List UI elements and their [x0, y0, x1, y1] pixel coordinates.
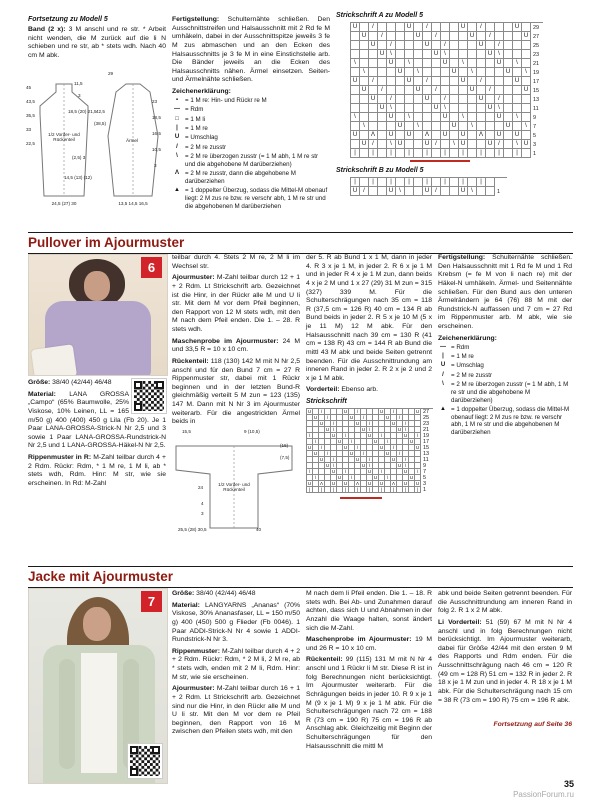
legend-text: = 1 doppelter Überzug, sodass die Mittel-M obenauf liegt: 2 M zus re bzw. re verschr abh, 1 M re str und die abgehobenen M darüberziehen: [451, 405, 570, 437]
measure-label: 13,5 14,5 16,5: [118, 200, 148, 206]
back-label: Rückenteil:: [306, 656, 343, 664]
legend-item: [438, 362, 572, 370]
legend-symbol: Λ: [174, 170, 179, 177]
front-paragraph: [306, 386, 432, 395]
rib-label: Rippenmuster in R:: [28, 454, 92, 461]
band-paragraph: [28, 26, 166, 61]
legend-text: = Rdm: [185, 106, 204, 114]
knitting-chart-a: U / U / U / U 29 U / U / U / U 27 U / U / U / 25 U \ U \ U \ 23 \ U \ U \ U \ 21 \ U \ U \ U \ 19 U / U / U / U 17 U / U / U / U 15 U / U / U / 13 U \ U \ U \ 11 \ U \ U \ U \ 9 \ U \ U \ U \ 7 U Λ U U Λ U U Λ U U 5 U / \ U U / \ U U / \ U 3 | | | | | | | | | | 1: [350, 22, 543, 158]
front-text: Ebenso arb.: [341, 386, 379, 394]
legend-symbol: /: [442, 371, 444, 378]
finishing-paragraph: [172, 16, 330, 85]
measure-label: 9 (10,5): [244, 428, 260, 434]
piece-label: Ärmel: [126, 137, 138, 143]
measure-label: 33: [26, 126, 32, 132]
legend-item: [172, 106, 330, 114]
finishing-label: Fertigstellung:: [172, 16, 220, 23]
legend-item: [172, 134, 330, 142]
material-label: Material:: [172, 601, 200, 609]
legend-symbol: U: [174, 134, 180, 141]
measure-label: 3: [78, 92, 81, 98]
back-continued-text: der 5. R ab Bund 1 x 1 M, dann in jeder 4. R 3 x je 1 M, in jeder 2. R 6 x je 1 M und in jeder R 4 x je 1 M zun, dann beids 4 x je 2 M und 1 x 27 (29) 31 M zun = 315 (327) 339 M. Für die Schulterschrägungen nach 35 cm = 118 R (37,5 cm = 126 R) 40 cm = 134 R ab Bund beids in jeder 2. R 5 x je 10 M (5 x je 11 M) 12 M abk. Für den Halsausschnitt nach 39 cm = 130 R (41 cm = 138 R) 43 cm = 144 R ab Bund die mittl 43 M abk und beide Seiten getrennt beenden. Für die Ausschnittrundung am inneren Rand in jeder 2. R 2 x je 2 und 2 x je 1 M abk.: [306, 254, 433, 382]
piece-label: 1/2 Vorder- und Rückenteil: [218, 481, 250, 493]
back-paragraph: [172, 358, 300, 427]
back-paragraph: [306, 656, 432, 751]
section-heading-jacket: Jacke mit Ajourmuster: [28, 566, 573, 588]
measure-label: 4: [201, 500, 204, 506]
legend-text: = 2 M re zusstr, dann die abgehobene M darüberziehen: [185, 170, 296, 185]
top-left-column: [28, 16, 166, 218]
legend-item: [172, 153, 330, 169]
legend-text: = Umschlag: [451, 362, 484, 370]
legend-item: [172, 187, 330, 210]
rib-label: Rippenmuster:: [172, 647, 220, 655]
qr-code: [128, 744, 162, 778]
legend-item: [172, 144, 330, 152]
legend-symbol: |: [176, 125, 178, 132]
page-number: 35: [563, 779, 574, 789]
chart-b-title: Strickschrift B zu Modell 5: [336, 167, 424, 174]
measure-label: 14,5 (13) (12): [64, 174, 92, 180]
measure-label: 24,5 (27) 30: [51, 200, 77, 206]
measure-label: 10,5: [152, 146, 161, 152]
band-text: 3 M anschl und re str. * Arbeit nicht wenden, die M zurück auf die li N schieben und re str, ab * stets wdh. Nach 40 cm M abk.: [28, 26, 166, 59]
rapport-marker: [410, 160, 470, 162]
legend-text: = 1 M re: Hin- und Rückr re M: [185, 97, 267, 104]
pullover-info-column: [28, 379, 166, 492]
legend-text: = 1 M re: [451, 352, 474, 360]
top-right-column: [336, 12, 574, 197]
knitting-chart-b: | | | | | | | | U / U \ U / U \ 1: [350, 177, 507, 196]
legend-item: [438, 406, 572, 437]
legend-text: = 2 M re überzogen zusstr (= 1 M abh, 1 M re str und die abgehobene M darüberziehen): [185, 153, 319, 168]
rib-paragraph: [172, 648, 300, 683]
rapport-marker: [340, 497, 382, 499]
legend-text: = 1 doppelter Überzug, sodass die Mittel-M obenauf liegt: 2 M zus re bzw. re verschr abh, 1 M re str und die abgehobenen M darüberziehen: [185, 187, 328, 210]
continuation-header: Fortsetzung zu Modell 5: [28, 16, 108, 23]
measure-label: (15): [280, 442, 289, 448]
measure-label: 24: [198, 484, 204, 490]
back-label: Rückenteil:: [172, 357, 209, 365]
legend-header: Zeichenerklärung:: [172, 88, 231, 95]
size-label: Größe:: [28, 379, 51, 386]
cardigan-front-band: [59, 659, 75, 769]
legend-symbol: |: [442, 352, 444, 359]
finishing-label: Fertigstellung:: [438, 254, 486, 261]
legend-symbol: —: [440, 343, 446, 350]
lace-text: M-Zahl teilbar durch 12 + 1 + 2 Rdm. Lt Strickschrift arb. Gezeichnet ist die Hinr, in der Rückr alle M und U li str. Mit dem M vor dem Pfeil beginnen, den Rapport von 12 M stets wdh, mit den M nach dem Pfeil enden. Die 1. – 28. R stets wdh.: [172, 274, 301, 333]
top-middle-column: [172, 16, 330, 212]
measure-label: 23: [152, 98, 158, 104]
schematic-sleeve: [94, 66, 166, 218]
model-number-badge: 6: [141, 257, 162, 278]
measure-label: 16,5: [152, 130, 161, 136]
material-text: LANA GROSSA „Campo“ (65% Baumwolle, 25% Viskose, 10% Leinen, LL = 165 m/50 g) 400 (400) 450 g Lila (Fb 20). Je 1 Paar LANA-GROSSA-Strick-N Nr 2,5 und 3 sowie 1 Paar LANA-GROSSA-Rundstrick-N Nr 2,5 und 1 LANA-GROSSA-Häkel-N Nr 2,5.: [28, 390, 166, 450]
lace-paragraph: [172, 274, 300, 334]
pullover-schematic: [172, 430, 300, 536]
legend-symbol: \: [176, 153, 178, 160]
legend-item: [172, 97, 330, 105]
measure-label: 43,5: [26, 98, 35, 104]
legend-symbol: ▲: [174, 187, 180, 194]
model-number-badge: 7: [141, 591, 162, 612]
legend-symbol: ▪: [175, 97, 179, 103]
piece-label: 1/2 Vorder- und Rückenteil: [48, 131, 80, 142]
size-text: 38/40 (42/44) 46/48: [52, 379, 112, 386]
finishing-text: Schulternähte schließen. Den Ausschnittstreifen und Halsausschnitt mit 2 Rd fe M umhäkeln, dabei in der Ausschnittspitze jeweils 3 fe M zus abmaschen und an den Ecken des Halsausschnitts je 3 fe M in eine Einstichstelle arb. Die Bänder jeweils an die Ecken des Halsausschnitts nähen. Ärmel einsetzen. Seiten- und Ärmelnähte schließen.: [172, 16, 330, 84]
measure-label: 42,5: [96, 108, 105, 114]
legend-item: [438, 344, 572, 352]
pullover-chart-title: Strickschrift: [306, 398, 347, 405]
rib-paragraph: [28, 454, 166, 489]
legend-item: [172, 170, 330, 186]
size-paragraph: [172, 590, 300, 599]
gauge-paragraph: [172, 338, 300, 355]
measure-label: 11,5: [74, 80, 83, 86]
pullover-column-2: [172, 254, 300, 536]
size-text: 38/40 (42/44) 46/48: [196, 590, 256, 597]
measure-label: 22,5: [26, 140, 35, 146]
material-paragraph: [172, 602, 300, 645]
finishing-paragraph: [438, 254, 572, 332]
measure-label: 18,5 (20) 21,5: [68, 108, 97, 114]
legend-symbol: /: [176, 143, 178, 150]
legend-text: = Umschlag: [185, 134, 218, 142]
watermark: PassionForum.ru: [513, 790, 574, 799]
lace-label: Ajourmuster:: [172, 274, 215, 282]
jacket-column-4: [438, 590, 572, 733]
measure-label: 29: [108, 70, 114, 76]
rib-text: M-Zahl teilbar durch 4 + 2 + 2 Rdm. Rückr: Rdm, * 2 M li, 2 M re, ab * stets wdh, enden mit 2 M li, Rdm. Hinr: M str, wie sie erscheinen.: [172, 647, 301, 681]
measure-label: 18,5: [152, 114, 161, 120]
legend-text: = 2 M re zusstr: [451, 371, 493, 379]
pullover-column-3: [306, 254, 432, 499]
back-text: 99 (115) 131 M mit N Nr 4 anschl und 1 Rückr li M str. Diese R ist in folg Berechnungen nicht berücksichtigt. Im Ajourmuster weiterarb. Für die Schrägungen beids in jeder 10. R 9 x je 1 M (9 x je 1 M) 9 x je 1 M abk. Für die Schulterschrägungen nach 72 cm = 188 R (73 cm = 190 R) 75 cm = 196 R ab Anschlag abk. Gleichzeitig mit Beginn der Schulterschrägungen für den Halsausschnitt die mittl M: [306, 656, 432, 750]
lace-text: M-Zahl teilbar durch 16 + 1 + 2 Rdm. Lt Strickschrift arb. Gezeichnet sind nur die Hinr, in den Rückr alle M und U li str. Mit den M vor dem re Pfeil beginnen, den Rapport von 16 M zwischen den Pfeilen stets wdh, mit den: [172, 685, 301, 736]
legend-symbol: U: [440, 362, 446, 369]
legend: [172, 97, 330, 211]
measure-label: 35,5: [26, 112, 35, 118]
legend-item: [438, 381, 572, 404]
model-face: [83, 607, 111, 641]
continued-on-page-note: Fortsetzung auf Seite 36: [493, 721, 572, 729]
back-text: 118 (130) 142 M mit N Nr 2,5 anschl und für den Bund 7 cm = 27 R Rippenmuster str, dabei mit 1 Rückr beginnen und in der letzten Bund-R gleichmäßig verteilt 5 M zun = 123 (135) 147 M. Dann mit N Nr 3 im Ajourmuster weiterarb. Für die angestrickten Ärmel beids in: [172, 357, 301, 426]
measure-label: 3: [154, 162, 157, 168]
material-text: LANGYARNS „Ananas“ (70% Viskose, 30% Ananasfaser, LL = 150 m/50 g) 400 (450) 500 g Flieder (Fb 0046). 1 Paar ADDI-Strick-N Nr 4 sowie 1 ADDI-Rundstrick-N Nr 3.: [172, 601, 300, 644]
legend-text: = 1 M re: [185, 125, 208, 133]
measure-label: (2,5) 3: [72, 154, 86, 160]
jacket-column-2: [172, 590, 300, 740]
legend-text: = 1 M li: [185, 115, 206, 123]
section-heading-pullover: Pullover im Ajourmuster: [28, 232, 573, 254]
finishing-text: Schulternähte schließen. Den Halsausschnitt mit 1 Rd fe M und 1 Rd Krebsm (= fe M von li nach re) mit der Häkel-N umhäkeln. Ärmel- und Seitennähte schließen. Für den Bund aus den unteren Ärmelrändern je 64 (76) 88 M mit der Rundstrick-N auffassen und 7 cm = 27 Rd im Rippenmuster arb. M abk, wie sie erscheinen.: [438, 254, 572, 330]
rib-text: M-Zahl teilbar durch 4 + 2 Rdm. Rückr: Rdm, * 1 M re, 1 M li, ab * stets wdh, Rdm. Hinr: M str, wie sie erscheinen. In Rd: M-Zahl: [28, 454, 167, 487]
gauge-paragraph: [306, 636, 432, 653]
measure-label: 15,5: [182, 428, 191, 434]
qr-code: [132, 379, 166, 413]
legend-symbol: ▲: [440, 405, 446, 412]
gauge-label: Maschenprobe im Ajourmuster:: [306, 636, 412, 644]
legend-item: [438, 372, 572, 380]
size-label: Größe:: [172, 590, 195, 597]
left-front-text: 51 (59) 67 M mit N Nr 4 anschl und in folg Berechnungen nicht berücksichtigt. Im Ajourmuster weiterarb, dabei für Größe 42/44 mit den ersten 9 M des Rapports und Rdm enden. Für die Ausschnittschrägung nach 46 cm = 120 R (49 cm = 128 R) 51 cm = 132 R in jeder 2. R 18 x je 1 M zun und in jeder 4. R 18 x je 1 M abk. Für die Schulterschrägung nach 15 cm = 38 R (73 cm = 190 R) 75 cm = 196 R abk.: [438, 618, 572, 704]
lace-continued-text: M nach dem li Pfeil enden. Die 1. – 18. R stets wdh. Bei Ab- und Zunahmen darauf achten, dass sich U und Abnahmen in der Anzahl die Waage halten, sonst ändert sich die M-Zahl.: [306, 590, 432, 632]
measure-label: 45: [26, 84, 32, 90]
front-label: Vorderteil:: [306, 386, 340, 394]
chart-a-title: Strickschrift A zu Modell 5: [336, 12, 423, 19]
legend-symbol: —: [174, 106, 180, 113]
lace-paragraph: [172, 685, 300, 737]
lace-label: Ajourmuster:: [172, 685, 215, 693]
measure-label: 3: [201, 510, 204, 516]
legend-item: [172, 125, 330, 133]
band-label: Band (2 x):: [28, 26, 66, 33]
pullover-column-4: [438, 254, 572, 438]
legend-item: [172, 116, 330, 124]
white-top: [81, 653, 117, 773]
intro-text: teilbar durch 4. Stets 2 M re, 2 M li im Wechsel str.: [172, 254, 300, 270]
measure-label: (38,5): [94, 120, 107, 126]
gauge-text: 19 M und 26 R = 10 x 10 cm.: [306, 636, 432, 652]
schematic-body: [26, 66, 97, 218]
pullover-knitting-chart: U / U / U / U 27 U / U / U / 25 U / U / U / 23 U \ U \ U \ 21 \ U \ U \ U \ 19 \ U \ U \ U 17 U / U / U / U 15 U / U / U / 13 U / U / U / 11 U \ U \ U \ 9 \ U \ U \ U \ 7 \ U \ U \ U 5 U Λ U U Λ U U Λ U U 3 | | | | | | | | | | 1: [306, 408, 433, 493]
material-label: Material:: [28, 390, 56, 398]
left-front-label: Li Vorderteil:: [438, 618, 482, 626]
legend-item: [438, 353, 572, 361]
left-front-paragraph: [438, 619, 572, 705]
back-continued-text: abk und beide Seiten getrennt beenden. Für die Ausschnittrundung am inneren Rand in folg 2. R 1 x 2 M abk.: [438, 590, 572, 615]
measure-label: 40: [256, 526, 262, 532]
legend-symbol: \: [442, 381, 444, 387]
legend-text: = Rdm: [451, 343, 470, 351]
legend-text: = 2 M re zusstr: [185, 143, 227, 151]
gauge-label: Maschenprobe im Ajourmuster:: [172, 337, 279, 345]
gauge-text: 24 M und 33,5 R = 10 x 10 cm.: [172, 337, 300, 354]
measure-label: 25,5 (28) 30,5: [178, 526, 207, 532]
measure-label: (7,5): [280, 454, 290, 460]
schematics-model5: [28, 66, 166, 218]
legend-text: = 2 M re überzogen zusstr (= 1 M abh, 1 M re str und die abgehobene M darüberziehen): [451, 381, 569, 404]
legend-header: Zeichenerklärung:: [438, 334, 497, 342]
jacket-column-3: [306, 590, 432, 754]
legend: [438, 344, 572, 437]
white-bag: [31, 344, 77, 376]
model-face: [84, 271, 110, 301]
legend-symbol: □: [175, 115, 179, 122]
